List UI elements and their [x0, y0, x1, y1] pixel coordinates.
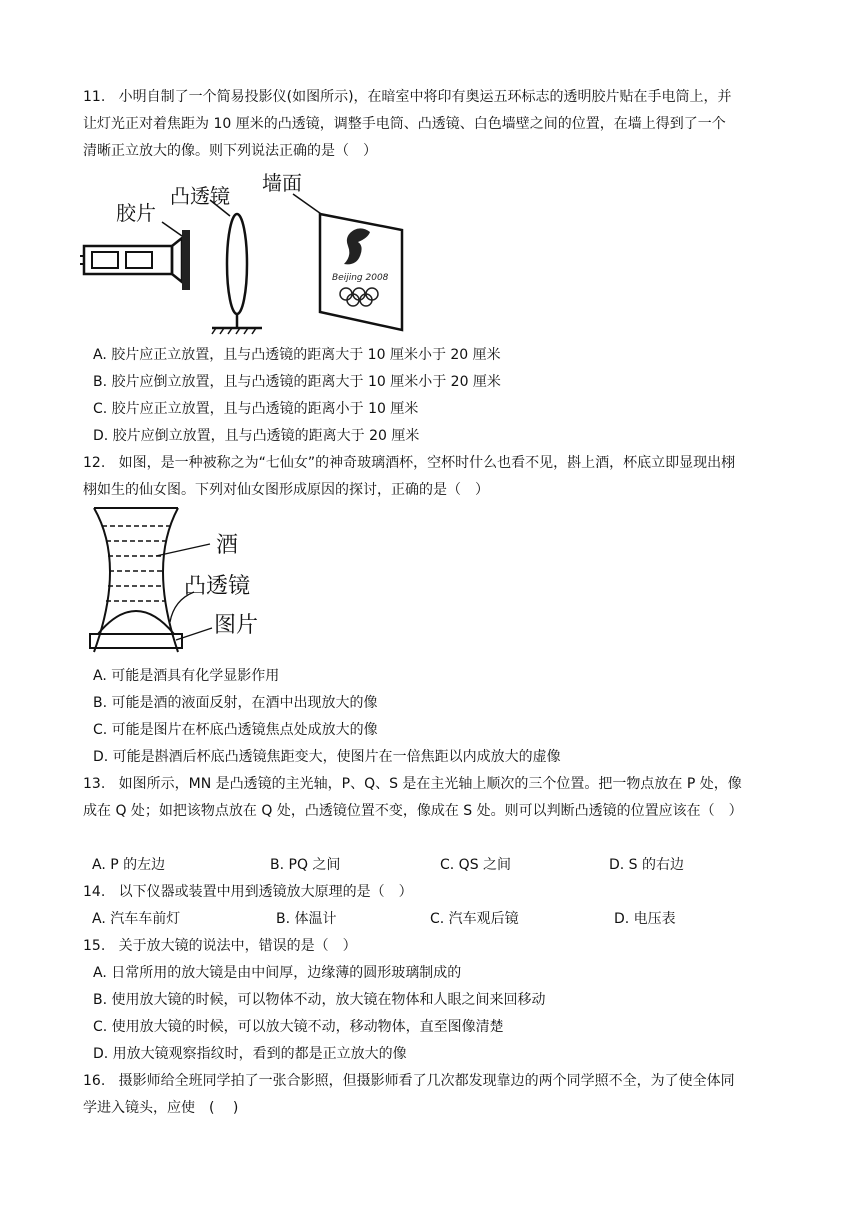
question-14-option-d[interactable]: D. 电压表 [614, 911, 676, 927]
question-15-line-1: 15. 关于放大镜的说法中，错误的是（ ） [83, 938, 357, 954]
question-11-line-1: 11. 小明自制了一个简易投影仪(如图所示)，在暗室中将印有奥运五环标志的透明胶片贴在手电筒上，并 [83, 89, 732, 105]
question-11-line-2: 让灯光正对着焦距为 10 厘米的凸透镜，调整手电筒、凸透镜、白色墙壁之间的位置，在墙上得到了一个 [83, 116, 726, 132]
projector-figure [78, 170, 418, 338]
question-13-option-d[interactable]: D. S 的右边 [609, 857, 685, 873]
question-14-number: 14. [83, 884, 106, 900]
film-label: 胶片 [116, 201, 156, 225]
question-13-option-b[interactable]: B. PQ 之间 [270, 857, 341, 873]
question-11-option-c[interactable]: C. 胶片应正立放置，且与凸透镜的距离小于 10 厘米 [93, 401, 419, 417]
question-12-option-d[interactable]: D. 可能是斟酒后杯底凸透镜焦距变大，使图片在一倍焦距以内成放大的虚像 [93, 749, 561, 765]
question-15-option-c[interactable]: C. 使用放大镜的时候，可以放大镜不动，移动物体，直至图像清楚 [93, 1019, 504, 1035]
convex-lens [227, 214, 247, 314]
flashlight-head [172, 238, 182, 282]
question-14-option-a[interactable]: A. 汽车车前灯 [92, 911, 181, 927]
film-slide [182, 230, 190, 290]
lens-label-2: 凸透镜 [184, 574, 251, 599]
question-13-option-c[interactable]: C. QS 之间 [440, 857, 512, 873]
question-12-number: 12. [83, 455, 106, 471]
question-12-option-c[interactable]: C. 可能是图片在杯底凸透镜焦点处成放大的像 [93, 722, 378, 738]
question-13-line-1: 13. 如图所示，MN 是凸透镜的主光轴，P、Q、S 是在主光轴上顺次的三个位置。把一物点放在 P 处，像 [83, 776, 742, 792]
question-16-line-1: 16. 摄影师给全班同学拍了一张合影照，但摄影师看了几次都发现靠边的两个同学照不全，为了使全体同 [83, 1073, 735, 1089]
question-13-line-2: 成在 Q 处；如把该物点放在 Q 处，凸透镜位置不变，像成在 S 处。则可以判断凸透镜的位置应该在（ ） [83, 803, 743, 819]
beijing-text: Beijing 2008 [332, 273, 389, 283]
flashlight-body [84, 246, 172, 274]
question-14-option-b[interactable]: B. 体温计 [276, 911, 337, 927]
question-12-line-2: 栩如生的仙女图。下列对仙女图形成原因的探讨，正确的是（ ） [83, 482, 489, 498]
question-12-line-1: 12. 如图，是一种被称之为“七仙女”的神奇玻璃酒杯，空杯时什么也看不见，斟上酒，杯底立即显现出栩 [83, 455, 736, 471]
wine-level-lines [102, 526, 170, 601]
question-15-option-b[interactable]: B. 使用放大镜的时候，可以物体不动，放大镜在物体和人眼之间来回移动 [93, 992, 546, 1008]
question-12-option-a[interactable]: A. 可能是酒具有化学显影作用 [93, 668, 280, 684]
question-16-number: 16. [83, 1073, 106, 1089]
question-16-line-2: 学进入镜头，应使 ( ) [83, 1100, 239, 1116]
question-11-option-d[interactable]: D. 胶片应倒立放置，且与凸透镜的距离大于 20 厘米 [93, 428, 420, 444]
question-12-option-b[interactable]: B. 可能是酒的液面反射，在酒中出现放大的像 [93, 695, 378, 711]
lens-label: 凸透镜 [170, 184, 230, 208]
film-pointer-line [162, 222, 182, 236]
question-15-number: 15. [83, 938, 106, 954]
bottom-convex-lens [98, 611, 174, 634]
question-13-option-a[interactable]: A. P 的左边 [92, 857, 166, 873]
picture-label: 图片 [214, 613, 259, 638]
question-14-option-c[interactable]: C. 汽车观后镜 [430, 911, 519, 927]
wine-glass-figure [86, 504, 276, 664]
question-11-line-3: 清晰正立放大的像。则下列说法正确的是（ ） [83, 143, 377, 159]
question-15-option-a[interactable]: A. 日常所用的放大镜是由中间厚，边缘薄的圆形玻璃制成的 [93, 965, 462, 981]
picture-base [90, 634, 182, 648]
question-13-number: 13. [83, 776, 106, 792]
wine-label: 酒 [216, 533, 239, 558]
question-14-options [0, 909, 860, 929]
battery-2 [126, 252, 152, 268]
question-11-option-b[interactable]: B. 胶片应倒立放置，且与凸透镜的距离大于 10 厘米小于 20 厘米 [93, 374, 501, 390]
question-13-options [0, 855, 860, 875]
wall-label: 墙面 [262, 171, 302, 195]
question-11-option-a[interactable]: A. 胶片应正立放置，且与凸透镜的距离大于 10 厘米小于 20 厘米 [93, 347, 501, 363]
battery-1 [92, 252, 118, 268]
question-14-line-1: 14. 以下仪器或装置中用到透镜放大原理的是（ ） [83, 884, 413, 900]
question-11-number: 11. [83, 89, 106, 105]
question-15-option-d[interactable]: D. 用放大镜观察指纹时，看到的都是正立放大的像 [93, 1046, 407, 1062]
